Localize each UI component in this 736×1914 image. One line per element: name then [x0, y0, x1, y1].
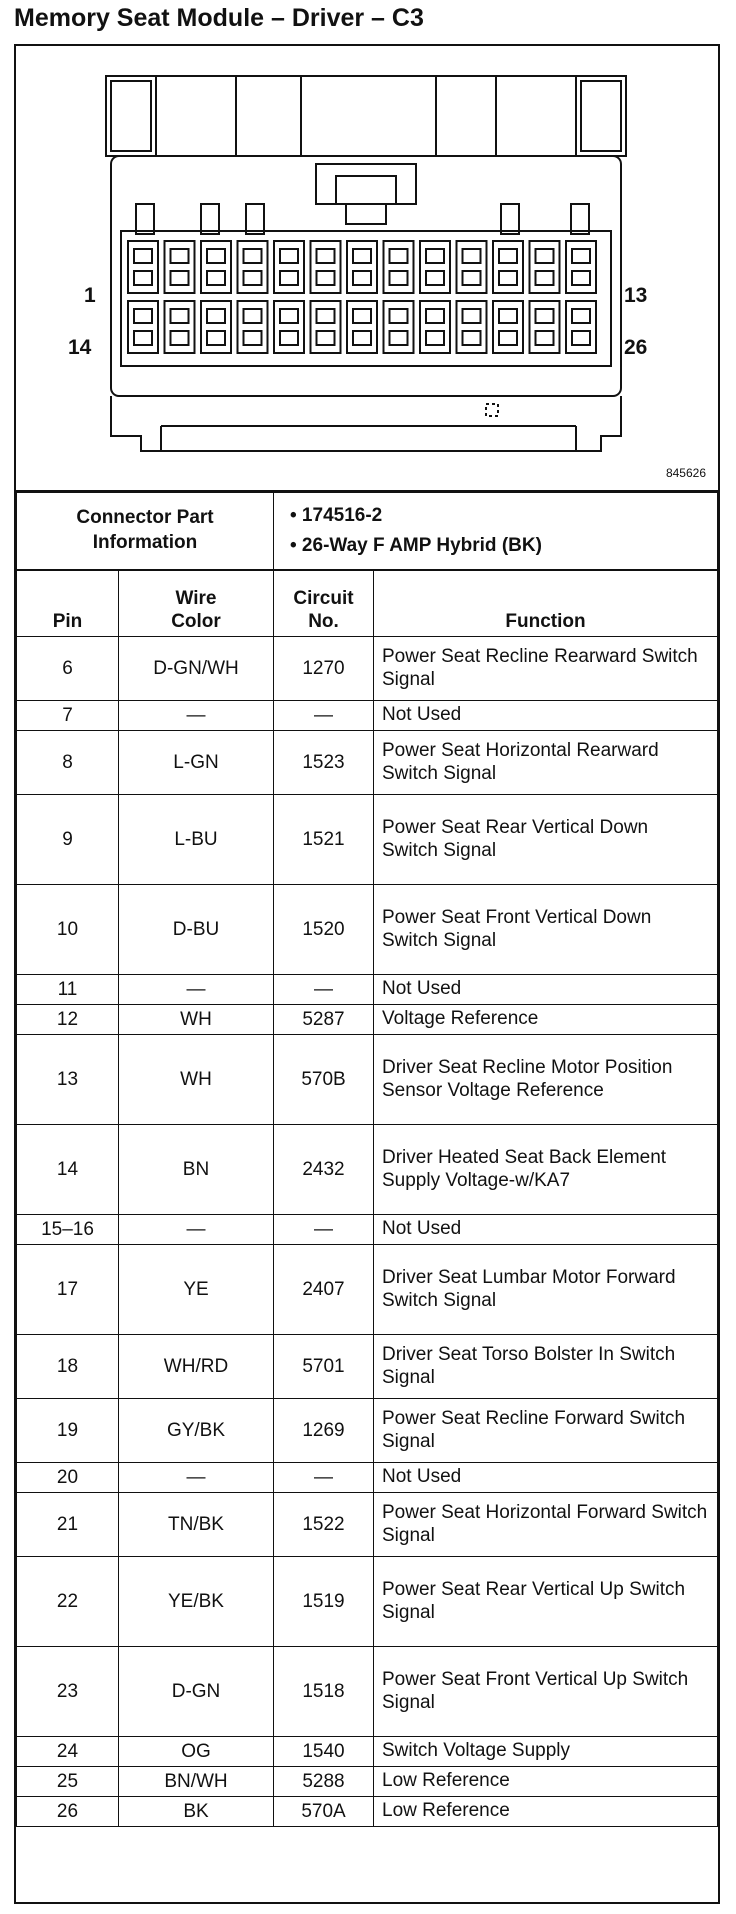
pin-cell: 12	[17, 1005, 119, 1035]
connector-info-label-line1: Connector Part	[76, 507, 214, 529]
pin-cell: 13	[17, 1035, 119, 1125]
pin-cell: 8	[17, 731, 119, 795]
function-cell: Power Seat Recline Forward Switch Signal	[374, 1399, 718, 1463]
wire-color-cell: —	[119, 1463, 274, 1493]
table-row	[17, 1035, 718, 1125]
pin-terminal	[390, 271, 408, 285]
pin-cell: 23	[17, 1647, 119, 1737]
pin-terminal	[207, 271, 225, 285]
pin-terminal	[536, 249, 554, 263]
figure-id: 845626	[665, 466, 706, 480]
wire-color-cell: D-BU	[119, 885, 274, 975]
circuit-cell: 1521	[274, 795, 374, 885]
pin-terminal	[463, 249, 481, 263]
circuit-cell: 5701	[274, 1335, 374, 1399]
table-row	[17, 1493, 718, 1557]
pin-cell: 11	[17, 975, 119, 1005]
pinout-table	[16, 570, 718, 1827]
pin-terminal	[207, 249, 225, 263]
function-cell: Power Seat Rear Vertical Down Switch Signal	[374, 795, 718, 885]
connector-part-number: • 174516-2	[290, 504, 383, 526]
wire-color-cell: BK	[119, 1797, 274, 1827]
pin-cell: 24	[17, 1737, 119, 1767]
wire-color-cell: YE	[119, 1245, 274, 1335]
wire-color-cell: WH/RD	[119, 1335, 274, 1399]
pin-terminal	[426, 249, 444, 263]
pin-terminal	[390, 331, 408, 345]
wire-color-cell: WH	[119, 1005, 274, 1035]
pin-terminal	[499, 271, 517, 285]
circuit-cell: 1270	[274, 637, 374, 701]
pin-terminal	[171, 249, 189, 263]
pin-terminal	[317, 331, 335, 345]
pin-cell: 21	[17, 1493, 119, 1557]
header-circuit-no	[274, 571, 374, 637]
pin-terminal	[426, 331, 444, 345]
pin-terminal	[134, 271, 152, 285]
connector-info-values	[274, 493, 718, 570]
table-row	[17, 1399, 718, 1463]
pin-terminal	[463, 331, 481, 345]
function-cell: Driver Seat Lumbar Motor Forward Switch Signal	[374, 1245, 718, 1335]
pin-terminal	[572, 331, 590, 345]
pin-terminal	[317, 271, 335, 285]
wire-color-cell: WH	[119, 1035, 274, 1125]
pin-cell: 7	[17, 701, 119, 731]
pin-terminal	[463, 271, 481, 285]
wire-color-cell: BN/WH	[119, 1767, 274, 1797]
pin-terminal	[499, 309, 517, 323]
pin-cell: 19	[17, 1399, 119, 1463]
circuit-cell: 2407	[274, 1245, 374, 1335]
function-cell: Not Used	[374, 1215, 718, 1245]
pin-terminal	[499, 331, 517, 345]
pin-terminal	[280, 331, 298, 345]
pin-terminal	[134, 331, 152, 345]
function-cell: Power Seat Front Vertical Up Switch Signal	[374, 1647, 718, 1737]
pin-terminal	[134, 309, 152, 323]
table-row	[17, 1647, 718, 1737]
connector-sheet	[14, 44, 720, 1904]
wire-color-cell: BN	[119, 1125, 274, 1215]
function-cell: Power Seat Rear Vertical Up Switch Signal	[374, 1557, 718, 1647]
pin-terminal	[134, 249, 152, 263]
pin-terminal	[426, 309, 444, 323]
function-cell: Not Used	[374, 1463, 718, 1493]
pin-terminal	[536, 331, 554, 345]
circuit-cell: 1522	[274, 1493, 374, 1557]
table-row	[17, 1767, 718, 1797]
connector-info-label	[17, 493, 274, 570]
wire-color-cell: L-GN	[119, 731, 274, 795]
pin-terminal	[353, 309, 371, 323]
table-row	[17, 1463, 718, 1493]
function-cell: Low Reference	[374, 1797, 718, 1827]
wire-color-cell: D-GN/WH	[119, 637, 274, 701]
circuit-cell: 570A	[274, 1797, 374, 1827]
table-row	[17, 701, 718, 731]
function-cell: Power Seat Front Vertical Down Switch Signal	[374, 885, 718, 975]
circuit-cell: —	[274, 701, 374, 731]
table-row	[17, 795, 718, 885]
pin-terminal	[317, 309, 335, 323]
header-function: Function	[374, 571, 718, 637]
pin-terminal	[353, 271, 371, 285]
table-row	[17, 637, 718, 701]
circuit-cell: —	[274, 975, 374, 1005]
pin-cell: 6	[17, 637, 119, 701]
pin-terminal	[280, 249, 298, 263]
header-wire-line2: Color	[171, 611, 221, 633]
pin-terminal	[207, 309, 225, 323]
pin-cell: 17	[17, 1245, 119, 1335]
table-row	[17, 731, 718, 795]
pin-terminal	[536, 309, 554, 323]
connector-face-drawing	[16, 46, 718, 490]
pin-label-26: 26	[624, 336, 648, 359]
table-row	[17, 1245, 718, 1335]
table-row	[17, 1215, 718, 1245]
wire-color-cell: D-GN	[119, 1647, 274, 1737]
pin-label-1: 1	[84, 284, 96, 307]
table-row	[17, 1737, 718, 1767]
circuit-cell: 1523	[274, 731, 374, 795]
wire-color-cell: OG	[119, 1737, 274, 1767]
pin-terminal	[463, 309, 481, 323]
pin-terminal	[353, 331, 371, 345]
circuit-cell: —	[274, 1215, 374, 1245]
table-row	[17, 1335, 718, 1399]
circuit-cell: 5288	[274, 1767, 374, 1797]
pin-cell: 9	[17, 795, 119, 885]
table-row	[17, 1125, 718, 1215]
pin-terminal	[499, 249, 517, 263]
header-wire-line1: Wire	[175, 588, 217, 610]
function-cell: Voltage Reference	[374, 1005, 718, 1035]
pin-terminal	[244, 331, 262, 345]
circuit-cell: 1518	[274, 1647, 374, 1737]
pin-label-13: 13	[624, 284, 648, 307]
connector-info-label-line2: Information	[92, 532, 198, 553]
header-circuit-line1: Circuit	[293, 588, 354, 610]
pin-terminal	[536, 271, 554, 285]
function-cell: Not Used	[374, 701, 718, 731]
wire-color-cell: —	[119, 1215, 274, 1245]
pin-terminal	[171, 271, 189, 285]
pin-terminal	[280, 271, 298, 285]
pin-cell: 20	[17, 1463, 119, 1493]
pin-cell: 14	[17, 1125, 119, 1215]
pin-terminal	[244, 309, 262, 323]
pin-terminal	[207, 331, 225, 345]
table-row	[17, 975, 718, 1005]
function-cell: Low Reference	[374, 1767, 718, 1797]
pinout-rows	[17, 637, 718, 1827]
function-cell: Driver Seat Recline Motor Position Sensor Voltage Reference	[374, 1035, 718, 1125]
pin-terminal	[572, 309, 590, 323]
connector-type: • 26-Way F AMP Hybrid (BK)	[290, 535, 542, 556]
function-cell: Power Seat Horizontal Rearward Switch Signal	[374, 731, 718, 795]
circuit-cell: —	[274, 1463, 374, 1493]
pin-cell: 10	[17, 885, 119, 975]
function-cell: Power Seat Recline Rearward Switch Signal	[374, 637, 718, 701]
table-row	[17, 1797, 718, 1827]
pin-label-14: 14	[68, 336, 92, 359]
connector-diagram	[16, 46, 718, 492]
pin-cell: 25	[17, 1767, 119, 1797]
wire-color-cell: —	[119, 975, 274, 1005]
circuit-cell: 5287	[274, 1005, 374, 1035]
table-row	[17, 1005, 718, 1035]
pin-terminal	[390, 249, 408, 263]
function-cell: Driver Seat Torso Bolster In Switch Signal	[374, 1335, 718, 1399]
header-wire-color	[119, 571, 274, 637]
pin-terminal	[426, 271, 444, 285]
function-cell: Driver Heated Seat Back Element Supply Voltage-w/KA7	[374, 1125, 718, 1215]
pin-terminal	[244, 271, 262, 285]
pin-terminal	[572, 271, 590, 285]
circuit-cell: 2432	[274, 1125, 374, 1215]
circuit-cell: 1269	[274, 1399, 374, 1463]
circuit-cell: 1520	[274, 885, 374, 975]
wire-color-cell: —	[119, 701, 274, 731]
pin-cell: 22	[17, 1557, 119, 1647]
wire-color-cell: GY/BK	[119, 1399, 274, 1463]
pin-terminal	[244, 249, 262, 263]
pin-terminal	[353, 249, 371, 263]
circuit-cell: 570B	[274, 1035, 374, 1125]
pin-terminal	[280, 309, 298, 323]
header-pin: Pin	[17, 571, 119, 637]
pin-terminal	[317, 249, 335, 263]
function-cell: Power Seat Horizontal Forward Switch Signal	[374, 1493, 718, 1557]
circuit-cell: 1519	[274, 1557, 374, 1647]
pin-terminal	[171, 309, 189, 323]
header-circuit-line2: No.	[308, 611, 339, 633]
pin-terminal	[390, 309, 408, 323]
table-row	[17, 885, 718, 975]
pin-terminal	[572, 249, 590, 263]
table-row	[17, 1557, 718, 1647]
connector-info-table	[16, 492, 718, 570]
pin-cell: 26	[17, 1797, 119, 1827]
function-cell: Switch Voltage Supply	[374, 1737, 718, 1767]
pin-cell: 15–16	[17, 1215, 119, 1245]
wire-color-cell: TN/BK	[119, 1493, 274, 1557]
function-cell: Not Used	[374, 975, 718, 1005]
pin-terminal	[171, 331, 189, 345]
pin-cell: 18	[17, 1335, 119, 1399]
wire-color-cell: L-BU	[119, 795, 274, 885]
wire-color-cell: YE/BK	[119, 1557, 274, 1647]
circuit-cell: 1540	[274, 1737, 374, 1767]
page-title: Memory Seat Module – Driver – C3	[14, 4, 424, 32]
